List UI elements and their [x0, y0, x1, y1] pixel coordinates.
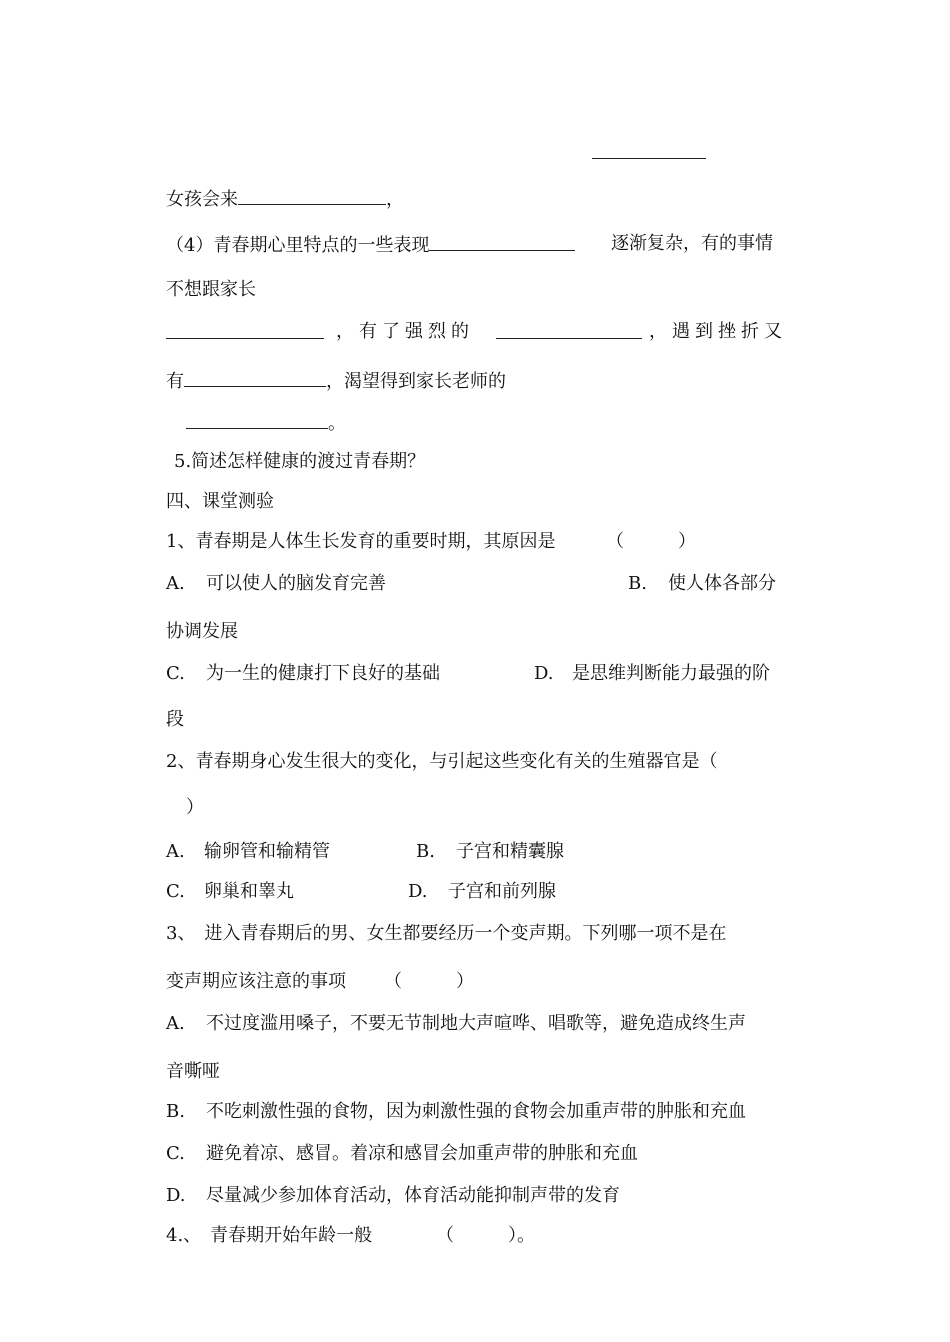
q4-line4 [166, 368, 506, 394]
q1-option-c: 为一生的健康打下良好的基础 [206, 663, 440, 684]
q4-line5-end: 。 [328, 413, 346, 434]
q3-paren: （ ） [384, 971, 474, 992]
q2-option-d-label: D. [408, 881, 428, 902]
q1-option-d: 是思维判断能力最强的阶 [572, 663, 770, 684]
answer-blank[interactable] [429, 232, 575, 251]
answer-blank[interactable] [238, 186, 386, 205]
q2-stem-cont: ） [186, 797, 204, 818]
q1-paren: （ ） [606, 531, 696, 552]
q4-line3-right: ，遇到挫折又 [649, 321, 787, 342]
q3-option-d: 尽量减少参加体育活动，体育活动能抑制声带的发育 [206, 1185, 620, 1206]
q2-option-c: 卵巢和睾丸 [204, 881, 294, 902]
q3-option-b: 不吃刺激性强的食物，因为刺激性强的食物会加重声带的肿胀和充血 [206, 1101, 746, 1122]
q3-option-c-label: C. [166, 1143, 185, 1164]
q4-line1 [166, 232, 575, 258]
q2-option-c-label: C. [166, 881, 185, 902]
answer-blank[interactable] [496, 320, 642, 346]
answer-blank[interactable] [184, 368, 326, 387]
q3-option-a-label: A. [166, 1013, 185, 1034]
q2-stem: 2、青春期身心发生很大的变化，与引起这些变化有关的生殖器官是（ [166, 751, 718, 772]
q5-text: 5.简述怎样健康的渡过青春期？ [174, 451, 426, 472]
q3-stem-cont: 变声期应该注意的事项 [166, 971, 346, 992]
q1-option-a-label: A. [166, 573, 185, 594]
q1-option-c-label: C. [166, 663, 185, 684]
q4-line5 [186, 410, 346, 436]
q1-option-d-cont: 段 [166, 709, 184, 730]
q1-option-d-label: D. [534, 663, 554, 684]
q4-line3-mid: ，有了强烈的 [336, 321, 474, 342]
q4-line3 [166, 320, 324, 346]
section-heading: 四、课堂测验 [166, 491, 274, 512]
q1-option-a: 可以使人的脑发育完善 [206, 573, 386, 594]
answer-blank[interactable] [592, 140, 706, 166]
q3-option-c: 避免着凉、感冒。着凉和感冒会加重声带的肿胀和充血 [206, 1143, 638, 1164]
q4-line4-prefix: 有 [166, 371, 184, 392]
q3-option-b-label: B. [166, 1101, 185, 1122]
q4-paren: （ ）。 [436, 1225, 535, 1246]
q3-stem: 3、 进入青春期后的男、女生都要经历一个变声期。下列哪一项不是在 [166, 923, 727, 944]
q1-option-b: 使人体各部分 [668, 573, 776, 594]
q3-option-d-label: D. [166, 1185, 186, 1206]
girl-prefix: 女孩会来 [166, 189, 238, 210]
answer-blank[interactable] [186, 410, 328, 429]
q2-option-b: 子宫和精囊腺 [456, 841, 564, 862]
girl-line [166, 186, 404, 212]
q2-option-a: 输卵管和输精管 [204, 841, 330, 862]
q2-option-b-label: B. [416, 841, 435, 862]
q1-option-b-label: B. [628, 573, 647, 594]
q1-option-b-cont: 协调发展 [166, 621, 238, 642]
q1-stem: 1、青春期是人体生长发育的重要时期，其原因是 [166, 531, 556, 552]
q4-line2: 不想跟家长 [166, 279, 256, 300]
q4-line4-text: ，渴望得到家长老师的 [326, 371, 506, 392]
q3-option-a: 不过度滥用嗓子，不要无节制地大声喧哗、唱歌等，避免造成终生声 [206, 1013, 746, 1034]
q3-option-a-cont: 音嘶哑 [166, 1061, 220, 1082]
girl-suffix: ， [386, 189, 404, 210]
q4-line1-right: 逐渐复杂，有的事情 [611, 233, 773, 254]
q2-option-a-label: A. [166, 841, 185, 862]
q4-stem: 4.、 青春期开始年龄一般 [166, 1225, 373, 1246]
answer-blank[interactable] [166, 320, 324, 339]
q2-option-d: 子宫和前列腺 [448, 881, 556, 902]
q4-line1-text: （4）青春期心里特点的一些表现 [166, 235, 430, 256]
